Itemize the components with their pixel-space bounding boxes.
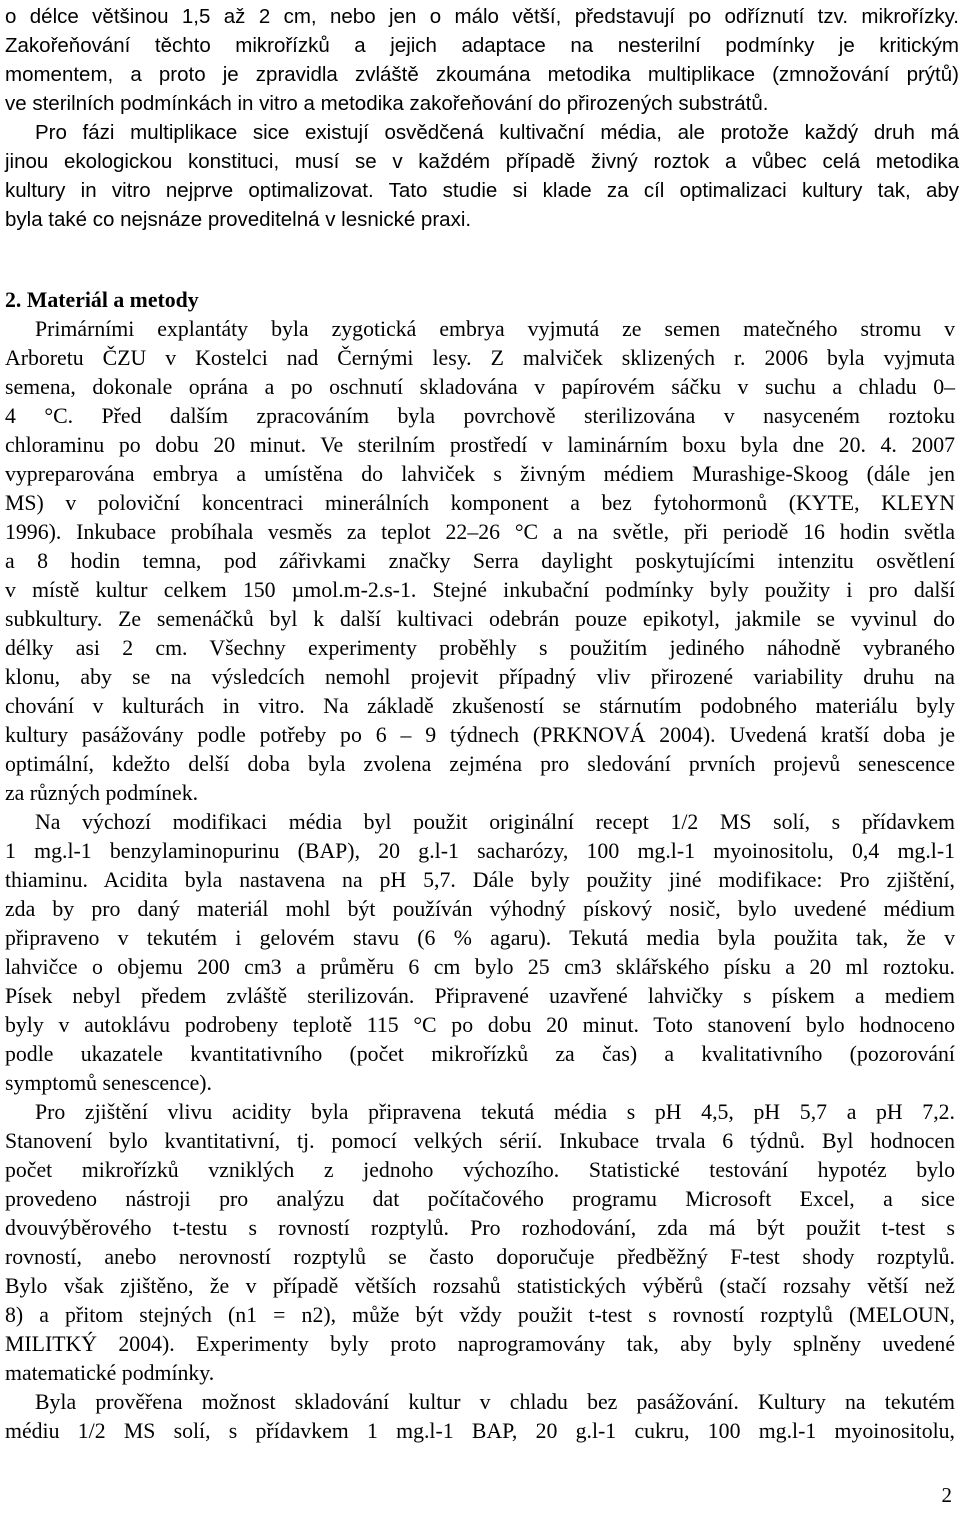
text-line: optimální, kdežto delší doba byla zvolena zejména pro sledování prvních projevů senescence bbox=[5, 752, 955, 776]
page-number: 2 bbox=[941, 1483, 952, 1507]
text-line: rovností, anebo nerovností rozptylů se často doporučuje předběžný F-test shody rozptylů. bbox=[5, 1245, 955, 1269]
text-line: jinou ekologickou konstituci, musí se v každém případě živný roztok a vůbec celá metodika bbox=[5, 150, 959, 173]
text-line: počet mikrořízků vzniklých z jednoho výchozího. Statistické testování hypotéz bylo bbox=[5, 1158, 955, 1182]
text-line: Pro fázi multiplikace sice existují osvědčená kultivační média, ale protože každý druh má bbox=[35, 121, 959, 144]
text-line: Na výchozí modifikaci média byl použit originální recept 1/2 MS solí, s přídavkem bbox=[35, 810, 955, 834]
text-line: o délce většinou 1,5 až 2 cm, nebo jen o málo větší, představují po odříznutí tzv. mikrořízky. bbox=[5, 5, 959, 28]
text-line: kultury in vitro nejprve optimalizovat. Tato studie si klade za cíl optimalizaci kultury tak, aby bbox=[5, 179, 959, 202]
text-line: MS) v poloviční koncentraci minerálních komponent a bez fytohormonů (KYTE, KLEYN bbox=[5, 491, 955, 515]
section-heading: 2. Materiál a metody bbox=[5, 288, 199, 312]
text-line: Pro zjištění vlivu acidity byla připravena tekutá média s pH 4,5, pH 5,7 a pH 7,2. bbox=[35, 1100, 955, 1124]
text-line: MILITKÝ 2004). Experimenty byly proto naprogramovány tak, aby byly splněny uvedené bbox=[5, 1332, 955, 1356]
text-line: Arboretu ČZU v Kostelci nad Černými lesy. Z malviček sklizených r. 2006 byla vyjmuta bbox=[5, 346, 955, 370]
text-line: byla také co nejsnáze proveditelná v lesnické praxi. bbox=[5, 208, 472, 231]
text-line: vypreparována embrya a umístěna do lahviček s živným médiem Murashige-Skoog (dále jen bbox=[5, 462, 955, 486]
text-line: v místě kultur celkem 150 µmol.m-2.s-1. Stejné inkubační podmínky byly použity i pro další bbox=[5, 578, 955, 602]
text-line: připraveno v tekutém i gelovém stavu (6 % agaru). Tekutá media byla použita tak, že v bbox=[5, 926, 955, 950]
text-line: Stanovení bylo kvantitativní, tj. pomocí velkých sérií. Inkubace trvala 6 týdnů. Byl hodnocen bbox=[5, 1129, 955, 1153]
text-line: chování v kulturách in vitro. Na základě zkušeností se stárnutím podobného materiálu byly bbox=[5, 694, 955, 718]
text-line: Bylo však zjištěno, že v případě větších rozsahů statistických výběrů (stačí rozsahy větší než bbox=[5, 1274, 955, 1298]
text-line: kultury pasážovány podle potřeby po 6 – 9 týdnech (PRKNOVÁ 2004). Uvedená kratší doba je bbox=[5, 723, 955, 747]
text-line: matematické podmínky. bbox=[5, 1361, 215, 1385]
text-line: a 8 hodin temna, pod zářivkami značky Serra daylight poskytujícími intenzitu osvětlení bbox=[5, 549, 955, 573]
text-line: chloraminu po dobu 20 minut. Ve sterilním prostředí v laminárním boxu byla dne 20. 4. 2007 bbox=[5, 433, 955, 457]
text-line: lahvičce o objemu 200 cm3 a průměru 6 cm bylo 25 cm3 sklářského písku a 20 ml roztoku. bbox=[5, 955, 955, 979]
text-line: ve sterilních podmínkách in vitro a metodika zakořeňování do přirozených substrátů. bbox=[5, 92, 769, 115]
text-line: Primárními explantáty byla zygotická embrya vyjmutá ze semen matečného stromu v bbox=[35, 317, 955, 341]
text-line: semena, dokonale oprána a po oschnutí skladována v papírovém sáčku v suchu a chladu 0– bbox=[5, 375, 955, 399]
text-line: zda by pro daný materiál mohl být používán výhodný pískový nosič, bylo uvedené médium bbox=[5, 897, 955, 921]
methods-section bbox=[5, 286, 955, 1446]
text-line: 8) a přitom stejných (n1 = n2), může být vždy použit t-test s rovností rozptylů (MELOUN, bbox=[5, 1303, 955, 1327]
text-line: Písek nebyl předem zvláště sterilizován. Připravené uzavřené lahvičky s pískem a mediem bbox=[5, 984, 955, 1008]
text-line: klonu, aby se na výsledcích nemohl projevit případný vliv přirozené variability druhu na bbox=[5, 665, 955, 689]
intro-text-block bbox=[5, 2, 959, 234]
text-line: symptomů senescence). bbox=[5, 1071, 213, 1095]
text-line: Byla prověřena možnost skladování kultur v chladu bez pasážování. Kultury na tekutém bbox=[35, 1390, 955, 1414]
text-line: 1 mg.l-1 benzylaminopurinu (BAP), 20 g.l-1 sacharózy, 100 mg.l-1 myoinositolu, 0,4 mg.l-1 bbox=[5, 839, 955, 863]
text-line: thiaminu. Acidita byla nastavena na pH 5,7. Dále byly použity jiné modifikace: Pro zjištění, bbox=[5, 868, 955, 892]
text-line: dvouvýběrového t-testu s rovností rozptylů. Pro rozhodování, zda má být použit t-test s bbox=[5, 1216, 955, 1240]
text-line: Zakořeňování těchto mikrořízků a jejich adaptace na nesterilní podmínky je kritickým bbox=[5, 34, 959, 57]
text-line: médiu 1/2 MS solí, s přídavkem 1 mg.l-1 BAP, 20 g.l-1 cukru, 100 mg.l-1 myoinositolu, bbox=[5, 1419, 955, 1443]
text-line: 1996). Inkubace probíhala vesměs za teplot 22–26 °C a na světle, při periodě 16 hodin světla bbox=[5, 520, 955, 544]
text-line: provedeno nástroji pro analýzu dat počítačového programu Microsoft Excel, a sice bbox=[5, 1187, 955, 1211]
text-line: 4 °C. Před dalším zpracováním byla povrchově sterilizována v nasyceném roztoku bbox=[5, 404, 955, 428]
text-line: momentem, a proto je zpravidla zvláště zkoumána metodika multiplikace (zmnožování prýtů) bbox=[5, 63, 959, 86]
text-line: byly v autoklávu podrobeny teplotě 115 °C po dobu 20 minut. Toto stanovení bylo hodnoceno bbox=[5, 1013, 955, 1037]
text-line: subkultury. Ze semenáčků byl k další kultivaci odebrán pouze epikotyl, jakmile se vyvinul do bbox=[5, 607, 955, 631]
text-line: za různých podmínek. bbox=[5, 781, 199, 805]
text-line: podle ukazatele kvantitativního (počet mikrořízků za čas) a kvalitativního (pozorování bbox=[5, 1042, 955, 1066]
text-line: délky asi 2 cm. Všechny experimenty proběhly s použitím jediného náhodně vybraného bbox=[5, 636, 955, 660]
